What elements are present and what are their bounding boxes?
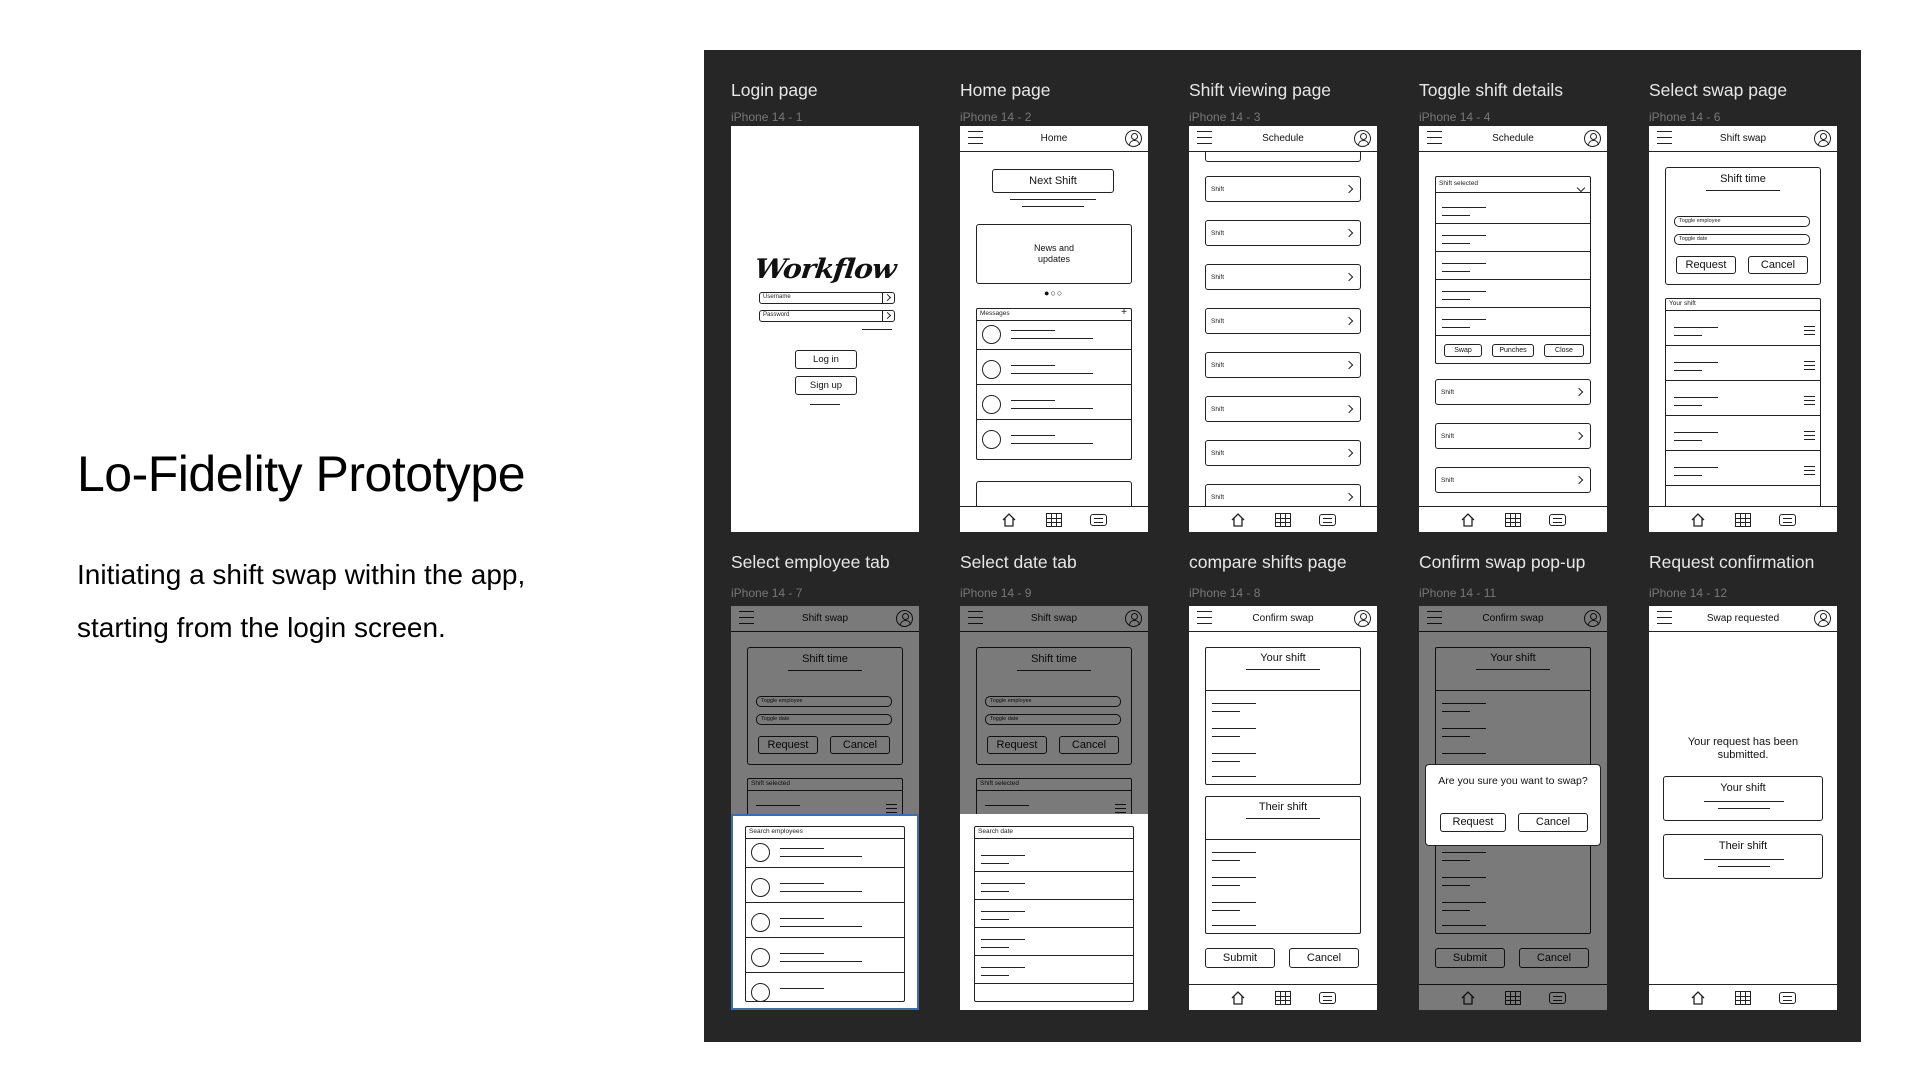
divider [975, 871, 1133, 872]
calendar-icon[interactable] [1505, 513, 1521, 527]
name-line [780, 891, 862, 892]
detail-line [1442, 235, 1486, 236]
their-shift-label: Their shift [1258, 801, 1308, 813]
detail-line [1212, 852, 1256, 853]
name-line [780, 953, 824, 954]
time-line [1704, 801, 1784, 802]
detail-line [1212, 761, 1240, 762]
user-icon[interactable] [1125, 130, 1142, 147]
shift-label: Shift [1211, 186, 1225, 193]
msg-line [1011, 408, 1093, 409]
header [1419, 126, 1607, 152]
shift-label: Shift [1441, 477, 1455, 484]
shift-label: Shift [1211, 450, 1225, 457]
frame-sublabel: iPhone 14 - 8 [1189, 586, 1261, 600]
chevron-right-icon [1575, 476, 1583, 484]
drag-handle-icon[interactable] [1804, 361, 1815, 370]
toggle-employee-label: Toggle employee [1679, 218, 1721, 224]
name-line [780, 848, 824, 849]
messages-panel [976, 308, 1132, 460]
list-line [1674, 335, 1702, 336]
arrow-right-icon [882, 311, 894, 321]
calendar-icon[interactable] [1046, 513, 1062, 527]
shift-selected-label: Shift selected [1439, 180, 1479, 187]
list-line [1674, 397, 1718, 398]
forgot-line [862, 329, 892, 330]
divider [1666, 485, 1820, 486]
date-line [981, 975, 1009, 976]
detail-line [1212, 885, 1240, 886]
divider [1436, 251, 1590, 252]
search-employees-list [745, 826, 905, 1002]
divider [1436, 279, 1590, 280]
next-shift-label: Next Shift [1029, 175, 1077, 187]
password-placeholder: Password [763, 312, 790, 318]
chevron-right-icon [1575, 432, 1583, 440]
frame-label: Shift viewing page [1189, 80, 1332, 100]
carousel-dots[interactable]: ●○○ [1044, 288, 1064, 298]
date-line [981, 911, 1025, 912]
time-line [1706, 190, 1780, 191]
chevron-right-icon [1345, 185, 1353, 193]
search-date-label[interactable]: Search date [978, 828, 1014, 835]
msg-line [1011, 365, 1055, 366]
frame-sublabel: iPhone 14 - 6 [1649, 110, 1721, 124]
header-title: Schedule [1262, 133, 1304, 144]
msg-line [1011, 338, 1093, 339]
shift-label: Shift [1211, 362, 1225, 369]
shift-label: Shift [1211, 274, 1225, 281]
msg-line [1011, 400, 1055, 401]
home-icon[interactable] [1691, 991, 1705, 1005]
phone-schedule[interactable] [1189, 126, 1377, 532]
phone-select-swap[interactable] [1649, 126, 1837, 532]
divider [746, 937, 904, 938]
avatar [751, 843, 770, 862]
frame-label: Select swap page [1649, 80, 1788, 100]
msg-line [1011, 373, 1093, 374]
time-line [1246, 669, 1320, 670]
home-icon[interactable] [1461, 513, 1475, 527]
slide-title: Lo-Fidelity Prototype [77, 446, 526, 502]
phone-compare[interactable] [1189, 606, 1377, 1010]
user-icon[interactable] [1354, 610, 1371, 627]
name-line [780, 918, 824, 919]
their-shift-panel [1205, 796, 1361, 934]
divider [746, 867, 904, 868]
overlay-shade [731, 606, 919, 814]
user-icon[interactable] [1584, 130, 1601, 147]
messages-icon[interactable] [1090, 514, 1107, 526]
signup-button[interactable]: Sign up [795, 376, 857, 395]
detail-line [1442, 291, 1486, 292]
phone-login[interactable] [731, 126, 919, 532]
list-line [1674, 405, 1702, 406]
name-line [780, 883, 824, 884]
drag-handle-icon[interactable] [1804, 466, 1815, 475]
shift-line [1010, 199, 1096, 200]
divider [1666, 380, 1820, 381]
shift-label: Shift [1211, 494, 1225, 501]
name-line [780, 961, 862, 962]
avatar [982, 395, 1001, 414]
shift-row[interactable] [1435, 379, 1591, 405]
search-date-list [974, 826, 1134, 1002]
your-shift-list [1665, 298, 1821, 508]
shift-label: Shift [1211, 318, 1225, 325]
chevron-right-icon [1345, 273, 1353, 281]
avatar [982, 325, 1001, 344]
divider [1436, 335, 1590, 336]
detail-line [1442, 243, 1470, 244]
detail-line [1442, 215, 1470, 216]
user-icon[interactable] [1814, 610, 1831, 627]
bottom-nav [1649, 984, 1837, 1010]
user-icon[interactable] [1814, 130, 1831, 147]
password-field[interactable] [759, 310, 895, 322]
calendar-icon[interactable] [1275, 991, 1291, 1005]
toggle-date-label: Toggle date [1679, 236, 1708, 242]
arrow-right-icon [882, 293, 894, 303]
header [960, 126, 1148, 152]
shift-row[interactable] [1435, 423, 1591, 449]
punches-button[interactable]: Punches [1492, 344, 1534, 357]
overlay-shade [960, 606, 1148, 814]
shift-row[interactable] [1205, 220, 1361, 246]
shift-row[interactable] [1205, 440, 1361, 466]
login-button[interactable]: Log in [795, 350, 857, 369]
shift-label: Shift [1441, 433, 1455, 440]
hamburger-icon[interactable] [1657, 131, 1672, 144]
detail-line [1442, 207, 1486, 208]
avatar [751, 878, 770, 897]
shift-row[interactable] [1205, 176, 1361, 202]
phone-select-date[interactable] [960, 606, 1148, 1010]
next-shift-card[interactable] [992, 169, 1114, 193]
name-line [780, 926, 862, 927]
date-line [981, 891, 1009, 892]
detail-line [1212, 910, 1240, 911]
chevron-right-icon [1345, 317, 1353, 325]
avatar [751, 983, 770, 1002]
chevron-right-icon [1345, 493, 1353, 501]
list-line [1674, 432, 1718, 433]
frame-sublabel: iPhone 14 - 11 [1419, 586, 1497, 600]
home-icon[interactable] [1691, 513, 1705, 527]
name-line [780, 856, 862, 857]
messages-icon[interactable] [1319, 992, 1336, 1004]
frame-sublabel: iPhone 14 - 2 [960, 110, 1032, 124]
avatar [982, 430, 1001, 449]
your-shift-panel [1205, 647, 1361, 785]
news-card[interactable] [976, 224, 1132, 284]
divider [1666, 310, 1820, 311]
shift-label: Shift [1211, 406, 1225, 413]
divider [746, 838, 904, 839]
list-line [1674, 467, 1718, 468]
submitted-message: Your request has been submitted. [1687, 736, 1799, 761]
phone-home[interactable] [960, 126, 1148, 532]
list-line [1674, 370, 1702, 371]
frame-sublabel: iPhone 14 - 7 [731, 586, 803, 600]
submit-button[interactable]: Submit [1205, 948, 1275, 968]
frame-sublabel: iPhone 14 - 3 [1189, 110, 1261, 124]
your-shift-label: Your shift [1720, 782, 1766, 794]
employee-sheet [731, 814, 919, 1010]
divider [1206, 690, 1360, 691]
drag-handle-icon[interactable] [1804, 396, 1815, 405]
divider [1436, 223, 1590, 224]
chevron-right-icon [1575, 388, 1583, 396]
detail-line [1212, 902, 1256, 903]
messages-label: Messages [980, 310, 1010, 317]
detail-line [1442, 299, 1470, 300]
frame-sublabel: iPhone 14 - 12 [1649, 586, 1728, 600]
avatar [982, 360, 1001, 379]
divider [975, 955, 1133, 956]
header [1189, 126, 1377, 152]
home-icon[interactable] [1002, 513, 1016, 527]
list-line [1674, 327, 1718, 328]
confirm-request-button[interactable]: Request [1440, 813, 1506, 832]
messages-icon[interactable] [1779, 992, 1796, 1004]
divider [975, 927, 1133, 928]
detail-line [1442, 271, 1470, 272]
divider [1666, 415, 1820, 416]
phone-select-employee[interactable] [731, 606, 919, 1010]
detail-line [1212, 736, 1240, 737]
header [1189, 606, 1377, 632]
bottom-nav [1189, 506, 1377, 532]
shift-time-label: Shift time [1720, 173, 1766, 185]
detail-line [1212, 703, 1256, 704]
date-line [981, 863, 1009, 864]
messages-icon[interactable] [1549, 514, 1566, 526]
frame-label: Home page [960, 80, 1051, 100]
bottom-nav [1189, 984, 1377, 1010]
time-line [1704, 859, 1784, 860]
date-line [981, 855, 1025, 856]
detail-line [1212, 728, 1256, 729]
divider [975, 983, 1133, 984]
header [1649, 606, 1837, 632]
shift-row[interactable] [1205, 396, 1361, 422]
frame-label: Request confirmation [1649, 552, 1815, 572]
request-button[interactable]: Request [1676, 256, 1736, 274]
divider [1666, 450, 1820, 451]
shift-label: Shift [1211, 230, 1225, 237]
description-line-2: starting from the login screen. [77, 612, 446, 643]
username-placeholder: Username [763, 294, 791, 300]
close-button[interactable]: Close [1544, 344, 1584, 357]
chevron-right-icon [1345, 229, 1353, 237]
shift-row[interactable] [1205, 352, 1361, 378]
your-shift-card [1663, 776, 1823, 821]
calendar-icon[interactable] [1735, 991, 1751, 1005]
home-icon[interactable] [1231, 991, 1245, 1005]
divider [977, 349, 1131, 350]
date-line [981, 967, 1025, 968]
drag-handle-icon[interactable] [1804, 431, 1815, 440]
phone-requested[interactable] [1649, 606, 1837, 1010]
bottom-nav [960, 506, 1148, 532]
frame-label: Select employee tab [731, 552, 890, 572]
header [1649, 126, 1837, 152]
shift-line [1022, 206, 1084, 207]
header-title: Confirm swap [1252, 613, 1314, 624]
frame-label: compare shifts page [1189, 552, 1347, 572]
header-title: Shift swap [1719, 133, 1767, 144]
divider-line [810, 404, 840, 405]
their-shift-label: Their shift [1718, 840, 1768, 852]
list-line [1674, 475, 1702, 476]
phone-confirm[interactable] [1419, 606, 1607, 1010]
phone-toggle-details[interactable] [1419, 126, 1607, 532]
slide-description [77, 548, 677, 654]
chevron-down-icon[interactable] [1577, 184, 1585, 192]
chevron-right-icon [1345, 405, 1353, 413]
detail-line [1212, 877, 1256, 878]
chevron-right-icon [1345, 449, 1353, 457]
list-line [1674, 362, 1718, 363]
time-line [1718, 808, 1770, 809]
shift-label: Shift [1441, 389, 1455, 396]
detail-line [1212, 753, 1256, 754]
hamburger-icon[interactable] [1197, 611, 1212, 624]
user-icon[interactable] [1354, 130, 1371, 147]
header-title: Swap requested [1706, 613, 1780, 624]
divider [746, 902, 904, 903]
msg-line [1011, 443, 1093, 444]
divider [977, 384, 1131, 385]
shift-time-card [1665, 167, 1821, 285]
swap-button[interactable]: Swap [1444, 344, 1482, 357]
header-title: Schedule [1492, 133, 1534, 144]
date-sheet [960, 814, 1148, 1010]
news-label: News and updates [1033, 243, 1075, 264]
name-line [780, 988, 824, 989]
date-line [981, 919, 1009, 920]
workflow-logo: Workflow [752, 254, 898, 285]
detail-line [1212, 860, 1240, 861]
your-shift-label: Your shift [1260, 652, 1306, 664]
frame-label: Toggle shift details [1419, 80, 1563, 100]
username-field[interactable] [759, 292, 895, 304]
hamburger-icon[interactable] [1427, 131, 1442, 144]
detail-line [1442, 319, 1486, 320]
confirm-question: Are you sure you want to swap? [1438, 775, 1588, 787]
hamburger-icon[interactable] [1197, 131, 1212, 144]
msg-line [1011, 330, 1055, 331]
description-line-1: Initiating a shift swap within the app, [77, 559, 526, 590]
avatar [751, 948, 770, 967]
bottom-nav [1649, 506, 1837, 532]
shift-row[interactable] [1435, 467, 1591, 493]
divider [977, 320, 1131, 321]
chevron-right-icon [1345, 361, 1353, 369]
frame-label: Confirm swap pop-up [1419, 552, 1586, 572]
time-line [1718, 866, 1770, 867]
home-icon[interactable] [1231, 513, 1245, 527]
toggle-employee-field[interactable] [1674, 216, 1810, 227]
msg-line [1011, 435, 1055, 436]
shift-details-panel [1435, 176, 1591, 364]
frame-sublabel: iPhone 14 - 1 [731, 110, 803, 124]
plus-icon[interactable]: + [1121, 307, 1127, 318]
shift-row[interactable] [1205, 264, 1361, 290]
divider [1206, 839, 1360, 840]
divider [975, 899, 1133, 900]
avatar [751, 913, 770, 932]
confirm-cancel-button[interactable]: Cancel [1518, 813, 1588, 832]
detail-line [1212, 711, 1240, 712]
prototype-board [704, 50, 1861, 1042]
calendar-icon[interactable] [1735, 513, 1751, 527]
divider [1436, 192, 1590, 193]
divider [1666, 345, 1820, 346]
calendar-icon[interactable] [1275, 513, 1291, 527]
shift-row[interactable] [1205, 308, 1361, 334]
divider [1436, 307, 1590, 308]
cancel-button[interactable]: Cancel [1748, 256, 1808, 274]
hamburger-icon[interactable] [968, 131, 983, 144]
frame-sublabel: iPhone 14 - 4 [1419, 110, 1491, 124]
their-shift-card [1663, 834, 1823, 879]
messages-icon[interactable] [1779, 514, 1796, 526]
time-line [1246, 818, 1320, 819]
hamburger-icon[interactable] [1657, 611, 1672, 624]
messages-icon[interactable] [1319, 514, 1336, 526]
divider [746, 972, 904, 973]
detail-line [1212, 776, 1256, 777]
frame-label: Select date tab [960, 552, 1077, 572]
divider [977, 419, 1131, 420]
detail-line [1442, 263, 1486, 264]
header-title: Home [1040, 133, 1068, 144]
cancel-button[interactable]: Cancel [1289, 948, 1359, 968]
divider [975, 838, 1133, 839]
frame-label: Login page [731, 80, 818, 100]
drag-handle-icon[interactable] [1804, 326, 1815, 335]
bottom-nav [1419, 506, 1607, 532]
detail-line [1442, 327, 1470, 328]
date-line [981, 947, 1009, 948]
date-line [981, 939, 1025, 940]
confirm-dialog [1425, 764, 1601, 846]
your-shift-label: Your shift [1669, 300, 1696, 307]
toggle-date-field[interactable] [1674, 234, 1810, 245]
date-line [981, 883, 1025, 884]
search-employees-label[interactable]: Search employees [749, 828, 803, 835]
list-line [1674, 440, 1702, 441]
frame-sublabel: iPhone 14 - 9 [960, 586, 1032, 600]
detail-line [1212, 925, 1256, 926]
